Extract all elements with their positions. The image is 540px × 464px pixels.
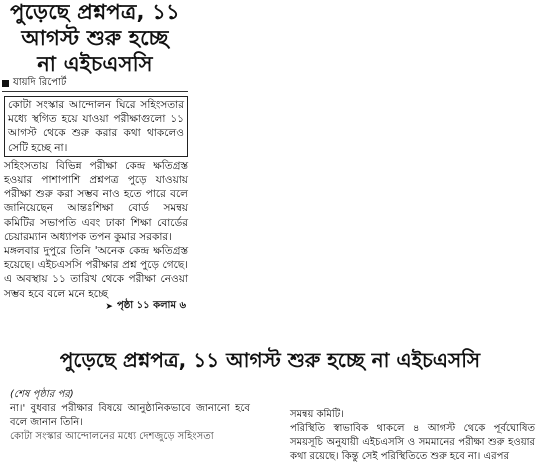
top-article-body [4, 96, 188, 301]
continued-label: (শেষ পৃষ্ঠার পর) [10, 389, 74, 400]
continue-reference [105, 298, 186, 315]
continuation-right-text: পরিস্থিতি স্বাভাবিক থাকলে ৪ আগস্ট থেকে পূর্বঘোষিত সময়সূচি অনুযায়ী এইচএসসি ও সমমানের পরীক্ষা শুরু হওয়ার কথা রয়েছে। কিন্তু সেই পরিস্থিতিতে শুরু হবে না। এরপর [290, 423, 535, 462]
byline-text: যায়দি রিপোর্ট [13, 76, 67, 88]
continuation-left-faded-text: কোটা সংস্কার আন্দোলনের মধ্যে দেশজুড়ে সহিংসতা [10, 431, 214, 442]
body-paragraph-1: সহিংসতায় বিভিন্ন পরীক্ষা কেন্দ্র ক্ষতিগ্রস্ত হওয়ার পাশাপাশি প্রশ্নপত্র পুড়ে যাওয়ায় পরীক্ষা শুরু করা সম্ভব নাও হতে পারে বলে জানিয়েছেন আন্তঃশিক্ষা বোর্ড সমন্বয় কমিটির সভাপতি এবং ঢাকা শিক্ষা বোর্ডের চেয়ারম্যান অধ্যাপক তপন কুমার সরকার। [4, 159, 188, 243]
continuation-left-column [10, 388, 250, 444]
continuation-right-first-line: সমন্বয় কমিটি। [290, 409, 344, 420]
byline-divider [2, 91, 188, 92]
byline [2, 76, 188, 90]
lead-box-paragraph: কোটা সংস্কার আন্দোলন ঘিরে সহিংসতার মধ্যে স্থগিত হয়ে যাওয়া পরীক্ষাগুলো ১১ আগস্ট থেকে শুরু করার কথা থাকলেও সেটি হচ্ছে না। [4, 96, 188, 157]
byline-square-icon [2, 80, 9, 87]
continue-text: পৃষ্ঠা ১১ কলাম ৬ [116, 300, 186, 311]
top-headline-line-1: পুড়েছে প্রশ্নপত্র, ১১ [10, 0, 180, 24]
top-headline-line-3: না এইচএসসি [37, 52, 153, 76]
continuation-right-column [290, 388, 535, 464]
body-paragraph-2: মঙ্গলবার দুপুরে তিনি 'অনেক কেন্দ্র ক্ষতিগ্রস্ত হয়েছে। এইচএসসি পরীক্ষার প্রশ্ন পুড়ে গেছে। এ অবস্থায় ১১ তারিখ থেকে পরীক্ষা নেওয়া সম্ভব হবে বলে মনে হচ্ছে [4, 245, 188, 300]
bottom-headline: পুড়েছে প্রশ্নপত্র, ১১ আগস্ট শুরু হচ্ছে না এইচএসসি [59, 348, 481, 372]
arrow-right-icon: ➤ [105, 301, 113, 312]
top-headline [0, 0, 190, 76]
continuation-left-text: না।' বুধবার পরীক্ষার বিষয়ে আনুষ্ঠানিকভাবে জানানো হবে বলে জানান তিনি। [10, 403, 250, 428]
top-headline-line-2: আগস্ট শুরু হচ্ছে [21, 26, 169, 50]
top-article [0, 0, 190, 318]
